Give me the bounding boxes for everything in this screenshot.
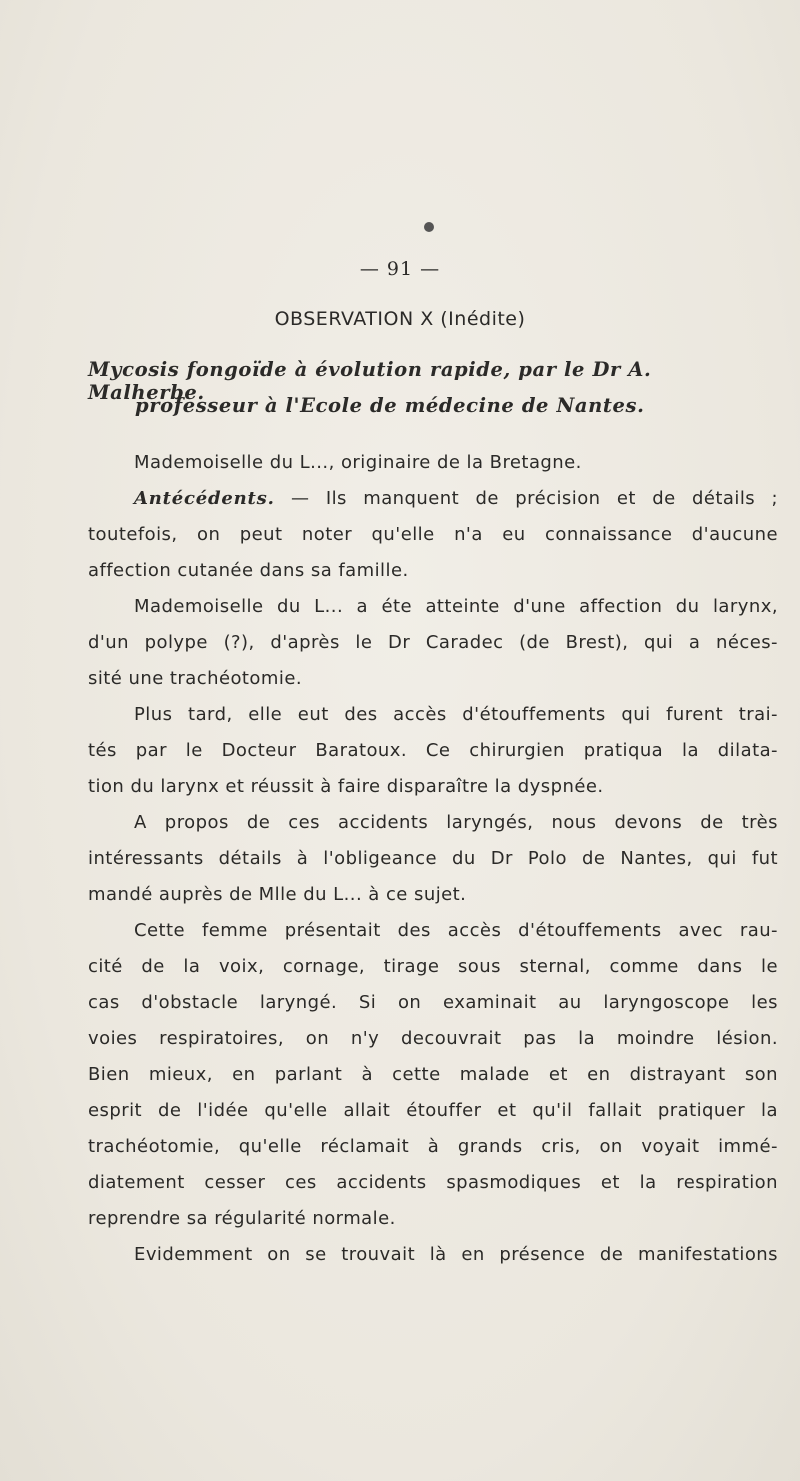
paragraph-line: tion du larynx et réussit à faire disparaître la dyspnée. [88,776,604,797]
paragraph-line: diatement cesser ces accidents spasmodiques et la respiration [88,1172,778,1193]
subtitle-line-2: professeur à l'Ecole de médecine de Nantes. [135,394,645,417]
observation-heading: OBSERVATION X (Inédite) [274,308,526,330]
paragraph-line: mandé auprès de Mlle du L... à ce sujet. [88,884,467,905]
paragraph-line: affection cutanée dans sa famille. [88,560,409,581]
paragraph-line: trachéotomie, qu'elle réclamait à grands cris, on voyait immé- [88,1136,778,1157]
paragraph-line: intéressants détails à l'obligeance du Dr Polo de Nantes, qui fut [88,848,778,869]
ink-spot [424,222,434,232]
paragraph-line: tés par le Docteur Baratoux. Ce chirurgien pratiqua la dilata- [88,740,778,761]
paragraph-line: Cette femme présentait des accès d'étouffements avec rau- [134,920,778,941]
paragraph-line: Evidemment on se trouvait là en présence de manifestations [134,1244,778,1265]
paragraph-line: Plus tard, elle eut des accès d'étouffements qui furent trai- [134,704,778,725]
paragraph-line: voies respiratoires, on n'y decouvrait pas la moindre lésion. [88,1028,778,1049]
paragraph-line: Mademoiselle du L..., originaire de la Bretagne. [134,452,582,473]
paragraph-line: A propos de ces accidents laryngés, nous devons de très [134,812,778,833]
subtitle-line-1: Mycosis fongoïde à évolution rapide, par le Dr A. Malherbe. [88,358,652,404]
paragraph-line: cité de la voix, cornage, tirage sous sternal, comme dans le [88,956,778,977]
paragraph-text: — Ils manquent de précision et de détails ; [274,488,778,509]
antecedents-label: Antécédents. [134,488,275,509]
paragraph-line [134,488,778,509]
paragraph-line: d'un polype (?), d'après le Dr Caradec (de Brest), qui a néces- [88,632,778,653]
page-number: — 91 — [359,258,441,280]
paragraph-line: Bien mieux, en parlant à cette malade et en distrayant son [88,1064,778,1085]
paragraph-line: toutefois, on peut noter qu'elle n'a eu connaissance d'aucune [88,524,778,545]
paragraph-line: Mademoiselle du L... a éte atteinte d'une affection du larynx, [134,596,778,617]
paragraph-line: cas d'obstacle laryngé. Si on examinait au laryngoscope les [88,992,778,1013]
paragraph-line: sité une trachéotomie. [88,668,303,689]
paragraph-line: reprendre sa régularité normale. [88,1208,396,1229]
paragraph-line: esprit de l'idée qu'elle allait étouffer et qu'il fallait pratiquer la [88,1100,778,1121]
